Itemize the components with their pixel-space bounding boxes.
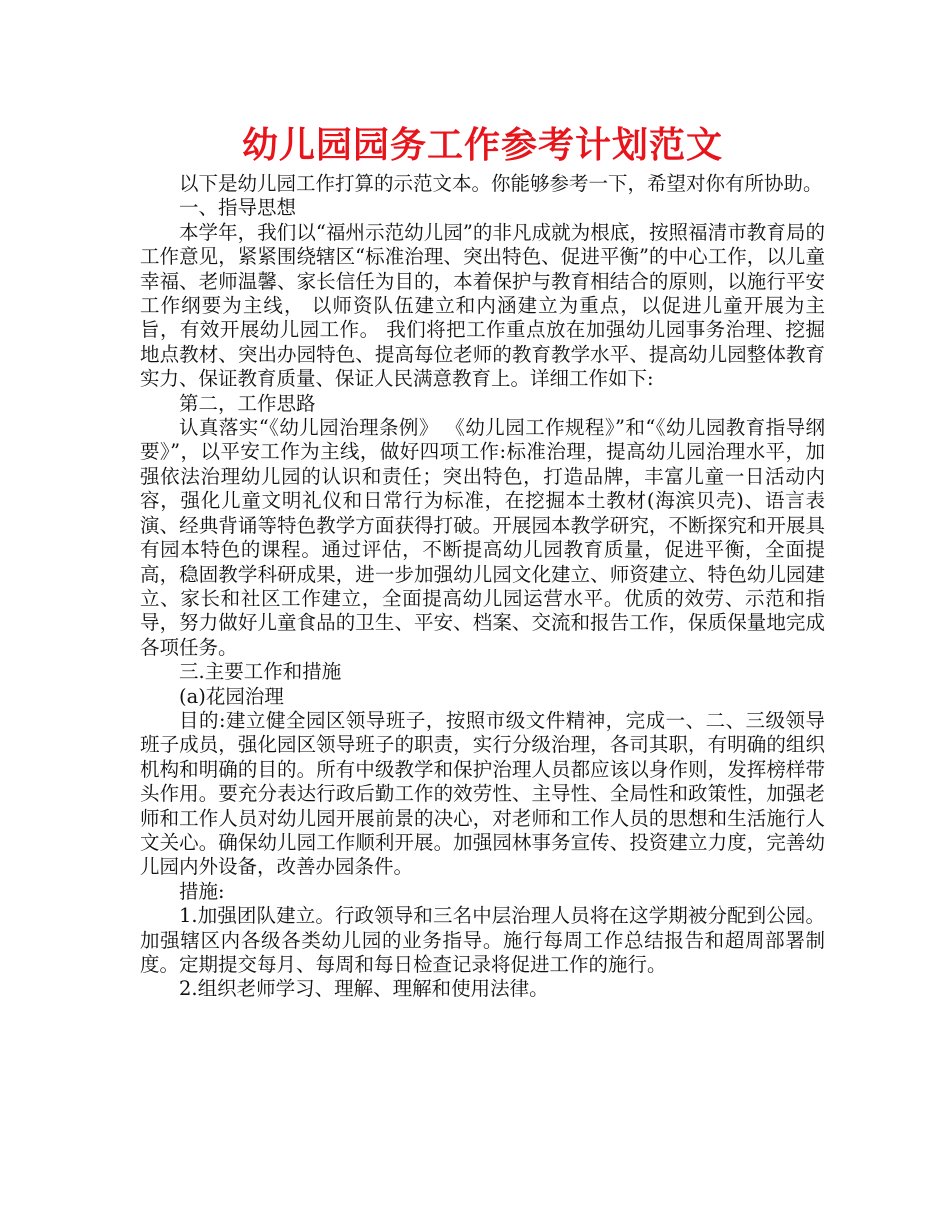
paragraph-purpose: 目的:建立健全园区领导班子，按照市级文件精神，完成一、二、三级领导班子成员，强化园区领导班子的职责，实行分级治理，各司其职，有明确的组织机构和明确的目的。所有中级教学和保护治理人员都应该以身作则，发挥榜样带头作用。要充分表达行政后勤工作的效劳性、主导性、全局性和政策性，加强老师和工作人员对幼儿园开展前景的决心，对老师和工作人员的思想和生活施行人文关心。确保幼儿园工作顺利开展。加强园林事务宣传、投资建立力度，完善幼儿园内外设备，改善办园条件。 [140,708,825,879]
heading-measures: 措施: [179,879,225,903]
heading-main-work: 三.主要工作和措施 [179,660,342,684]
document-title: 幼儿园园务工作参考计划范文 [241,124,723,166]
subheading-garden-management: (a)花园治理 [179,684,284,708]
document-body [140,172,825,1002]
document-page [140,118,825,1002]
heading-guiding-thought: 一、指导思想 [179,196,297,220]
heading-work-ideas: 第二，工作思路 [179,391,316,415]
paragraph-intro: 以下是幼儿园工作打算的示范文本。你能够参考一下，希望对你有所协助。 [179,172,823,195]
list-item-measure-2: 2.组织老师学习、理解、理解和使用法律。 [179,977,549,1001]
paragraph-guiding-thought: 本学年，我们以“福州示范幼儿园”的非凡成就为根底，按照福清市教育局的工作意见，紧紧围绕辖区“标准治理、突出特色、促进平衡”的中心工作，以儿童幸福、老师温馨、家长信任为目的，本着保护与教育相结合的原则，以施行平安工作纲要为主线， 以师资队伍建立和内涵建立为重点，以促进儿童开展为主旨，有效开展幼儿园工作。 我们将把工作重点放在加强幼儿园事务治理、挖掘地点教材、突出办园特色、提高每位老师的教育教学水平、提高幼儿园整体教育实力、保证教育质量、保证人民满意教育上。详细工作如下: [140,220,825,391]
paragraph-work-ideas: 认真落实“《幼儿园治理条例》 《幼儿园工作规程》”和“《幼儿园教育指导纲要》”，以平安工作为主线，做好四项工作:标准治理，提高幼儿园治理水平，加强依法治理幼儿园的认识和责任；突出特色，打造品牌，丰富儿童一日活动内容，强化儿童文明礼仪和日常行为标准，在挖掘本土教材(海滨贝壳)、语言表演、经典背诵等特色教学方面获得打破。开展园本教学研究，不断探究和开展具有园本特色的课程。通过评估，不断提高幼儿园教育质量，促进平衡，全面提高，稳固教学科研成果，进一步加强幼儿园文化建立、师资建立、特色幼儿园建立、家长和社区工作建立，全面提高幼儿园运营水平。优质的效劳、示范和指导，努力做好儿童食品的卫生、平安、档案、交流和报告工作，保质保量地完成各项任务。 [140,416,825,659]
list-item-measure-1: 1.加强团队建立。行政领导和三名中层治理人员将在这学期被分配到公园。加强辖区内各级各类幼儿园的业务指导。施行每周工作总结报告和超周部署制度。定期提交每月、每周和每日检查记录将促进工作的施行。 [140,904,825,976]
